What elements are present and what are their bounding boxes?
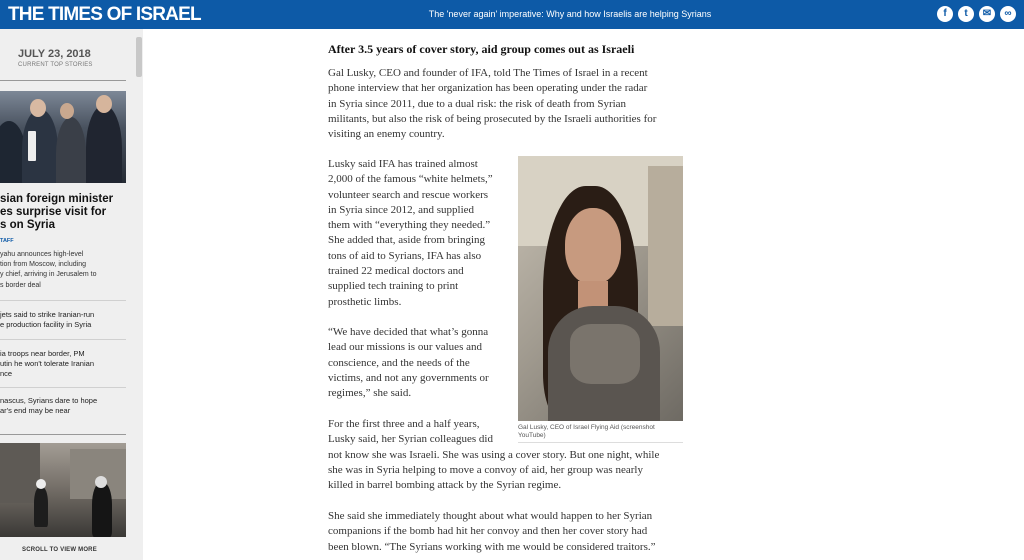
sidebar-story-link[interactable]: nascus, Syrians dare to hope ar's end may be near <box>0 396 98 415</box>
article-subheading: After 3.5 years of cover story, aid group comes out as Israeli <box>328 42 635 56</box>
caption-divider <box>518 442 683 443</box>
photo-caption: Gal Lusky, CEO of Israel Flying Aid (screenshot YouTube) <box>518 424 655 439</box>
scroll-to-view-more[interactable]: SCROLL TO VIEW MORE <box>22 547 97 553</box>
sidebar-divider <box>0 80 126 81</box>
lead-story-title[interactable]: sian foreign minister es surprise visit for s on Syria <box>0 193 114 231</box>
article-paragraph: Lusky said IFA has trained almost 2,000 of the famous “white helmets,” volunteer search and rescue workers in Syria since 2012, and supplied them with “everything they needed.” She added that, aside from bringing tons of aid to Syrians, IFA has also trained 22 medical doctors and supplied tech training to print prosthetic limbs. <box>328 158 493 308</box>
lead-story-author[interactable]: TAFF <box>0 238 14 244</box>
link-icon[interactable]: ∞ <box>1000 6 1016 22</box>
sidebar-story-link[interactable]: jets said to strike Iranian-run e production facility in Syria <box>0 310 95 329</box>
article-paragraph: “We have decided that what’s gonna lead our missions is our values and conscience, and the needs of the victims, and not any governments or regimes,” she said. <box>328 326 489 400</box>
bottom-story-photo[interactable] <box>0 443 126 537</box>
story-separator <box>0 339 126 340</box>
article-paragraph: For the first three and a half years, Lusky said, her Syrian colleagues did not know she was Israeli. She was using a cover story. But one night, while she was in Syria helping to move a convoy of aid, her group was nearly killed in barrel bombing attack by the Syrian regime. <box>328 418 660 492</box>
top-headline: The 'never again' imperative: Why and how Israelis are helping Syrians <box>428 9 712 19</box>
top-bar <box>0 0 1024 29</box>
sidebar-story-link[interactable]: ia troops near border, PM utin he won't tolerate Iranian nce <box>0 349 94 378</box>
sidebar-subtitle: CURRENT TOP STORIES <box>18 62 93 68</box>
article-paragraph: Gal Lusky, CEO and founder of IFA, told The Times of Israel in a recent phone interview that her organization has been operating under the radar in Syria since 2011, due to a dual risk: the risk of death from Syrian militants, but also the risk of being prosecuted by the Israeli authorities for visiting an enemy country. <box>328 67 657 141</box>
lead-story-photo[interactable] <box>0 91 126 183</box>
article-paragraph: She said she immediately thought about what would happen to her Syrian companions if the bomb had hit her convoy and then her cover story had been blown. “The Syrians working with me would be considered traitors.” <box>328 510 656 553</box>
sidebar-divider <box>0 434 126 435</box>
facebook-icon[interactable]: f <box>937 6 953 22</box>
story-separator <box>0 387 126 388</box>
portrait-photo[interactable] <box>518 156 683 421</box>
story-separator <box>0 300 126 301</box>
article-figure <box>518 156 683 444</box>
site-logo[interactable]: THE TIMES OF ISRAEL <box>8 4 201 25</box>
lead-story-blurb: yahu announces high-level tion from Moscow, including y chief, arriving in Jerusalem to s border deal <box>0 251 97 289</box>
sidebar-scrollbar[interactable] <box>136 37 142 77</box>
social-share-icons <box>937 6 1016 22</box>
sidebar-date: JULY 23, 2018 <box>18 48 91 60</box>
top-stories-sidebar <box>0 29 143 560</box>
twitter-icon[interactable]: t <box>958 6 974 22</box>
email-icon[interactable]: ✉ <box>979 6 995 22</box>
